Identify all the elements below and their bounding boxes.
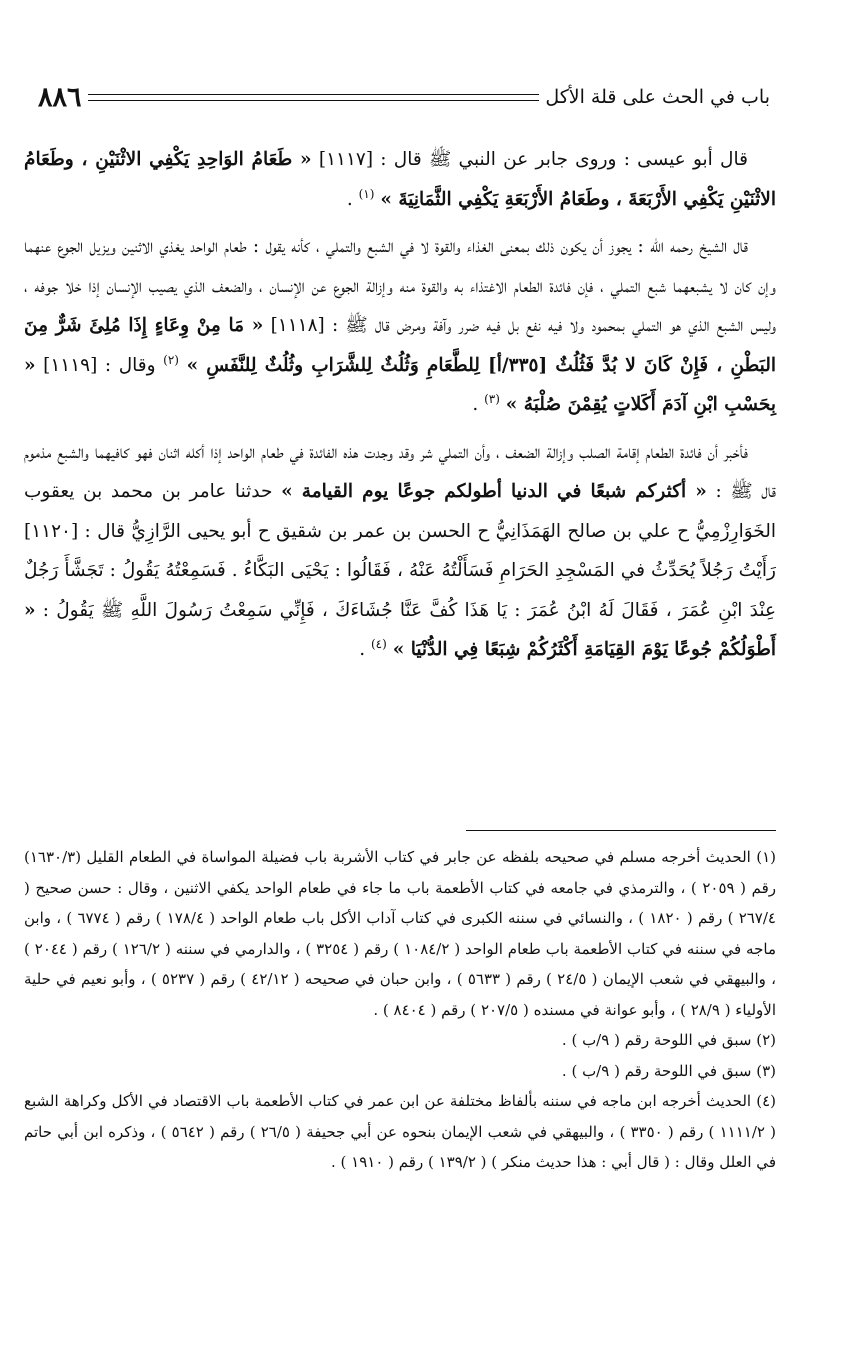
footnote-ref: (١) [358, 186, 375, 201]
footnote: (٣) سبق في اللوحة رقم ( ٩/ب ) . [561, 1061, 776, 1080]
text-run: حدثنا عامر بن محمد بن يعقوب الخَوَارِزْمِيُّ ح علي بن صالح الهَمَذَانِيُّ ح الحسن بن عمر بن شقيق ح أبو يحيى الرَّازِيُّ قال : [١١٢٠] رَأَيْتُ رَجُلاً يُحَدِّثُ في المَسْجِدِ الحَرَامِ فَسَأَلْتُهُ عَنْهُ ، فَقَالُوا : يَحْيَى البَكَّاءُ . فَسَمِعْتُهُ يَقُولُ : تَجَشَّأَ رَجُلٌ عِنْدَ ابْنِ عُمَرَ ، فَقَالَ لَهُ ابْنُ عُمَرَ : يَا هَذَا كُفَّ عَنَّا جُشَاءَكَ ، فَإِنِّي سَمِعْتُ رَسُولَ اللَّهِ ﷺ يَقُولُ : [24, 481, 776, 621]
footnote-ref: (٤) [370, 636, 387, 651]
text-run: قال أبو عيسى : وروى جابر عن النبي ﷺ قال : [١١١٧] [311, 149, 748, 170]
hadith-quote: « طَعَامُ الوَاحِدِ يَكْفِي الاثْنَيْنِ ، وطَعَامُ الاثْنَيْنِ يَكْفِي الأَرْبَعَةَ ، وطَعَامُ الأَرْبَعَةِ يَكْفِي الثَّمَانِيَةَ » [24, 149, 776, 210]
footnote: (١) الحديث أخرجه مسلم في صحيحه بلفظه عن جابر في كتاب الأشربة باب فضيلة المواساة في الطعام القليل (١٦٣٠/٣) رقم ( ٢٠٥٩ ) ، والترمذي في جامعه في كتاب الأطعمة باب ما جاء في طعام الواحد يكفي الاثنين ، وقال : حسن صحيح ( ٢٦٧/٤ ) رقم ( ١٨٢٠ ) ، والنسائي في سننه الكبرى في كتاب آداب الأكل باب طعام الواحد ( ١٧٨/٤ ) رقم ( ٦٧٧٤ ) ، وابن ماجه في سننه في كتاب الأطعمة باب طعام الواحد ( ١٠٨٤/٢ ) رقم ( ٣٢٥٤ ) ، والدارمي في سننه ( ١٢٦/٢ ) رقم ( ٢٠٤٤ ) ، والبيهقي في شعب الإيمان ( ٢٤/٥ ) رقم ( ٥٦٣٣ ) ، وابن حبان في صحيحه ( ٤٢/١٢ ) رقم ( ٥٢٣٧ ) ، وأبو نعيم في حلية الأولياء ( ٢٨/٩ ) ، وأبو عوانة في مسنده ( ٢٠٧/٥ ) رقم ( ٨٤٠٤ ) . [24, 848, 776, 1019]
hadith-quote: « مَا مِنْ وِعَاءٍ إِذَا مُلِئَ شَرٌّ مِنَ البَطْنِ ، فَإِنْ كَانَ لا بُدَّ فَثُلُثٌ [٣٣٥/أ] لِلطَّعَامِ وَثُلُثٌ لِلشَّرَابِ وثُلُثٌ لِلنَّفَسِ » [24, 315, 776, 376]
footnote-ref: (٣) [484, 391, 500, 406]
hadith-quote: « بِحَسْبِ ابْنِ آدَمَ أَكَلاتٍ يُقِمْنَ صُلْبَهُ » [24, 354, 776, 415]
hadith-quote: « أَطْوَلُكُمْ جُوعًا يَوْمَ القِيَامَةِ أَكْثَرُكُمْ شِبَعًا فِي الدُّنْيَا » [24, 599, 776, 660]
header-rule [88, 94, 540, 101]
text-run: . [346, 188, 359, 210]
paragraph [24, 433, 776, 670]
paragraph [24, 140, 776, 219]
footnote-ref: (٢) [163, 352, 179, 367]
footnotes [24, 842, 776, 1178]
chapter-title: باب في الحث على قلة الأكل [545, 86, 770, 108]
paragraph [24, 227, 776, 425]
main-text [24, 140, 776, 678]
page-number: ٨٨٦ [38, 81, 82, 113]
footnote: (٢) سبق في اللوحة رقم ( ٩/ب ) . [561, 1031, 776, 1049]
text-run: وقال : [١١١٩] [35, 354, 164, 376]
text-run: . [472, 394, 485, 415]
hadith-quote: « أكثركم شبعًا في الدنيا أطولكم جوعًا يوم القيامة » [281, 481, 707, 502]
page-header [28, 82, 776, 112]
footnote-separator [466, 830, 776, 831]
text-run: قال الشيخ رحمه الله : يجوز أن يكون ذلك بمعنى الغذاء والقوة لا في الشبع والتملي ، كأنه يقول : طعام الواحد يغذي الاثنين ويزيل الجوع عنهما وإن كان لا يشبعهما شبع التملي ، فإن فائدة الطعام الاغتذاء به والقوة منه وإزالة الجوع عن الإنسان ، والضعف الذي يصيب الإنسان إذا خلا جوفه ، وليس الشبع الذي هو التملي بمحمود ولا فيه نفع بل فيه ضرر وآفة ومرض قال ﷺ : [١١١٨] [24, 236, 777, 336]
text-run: فأخبر أن فائدة الطعام إقامة الصلب وإزالة الضعف ، وأن التملي شر وقد وجدت هذه الفائدة في طعام الواحد إذا أكله اثنان فهو كافيهما والشبع مذموم قال ﷺ : [24, 441, 776, 502]
text-run: . [359, 639, 371, 660]
footnote: (٤) الحديث أخرجه ابن ماجه في سننه بألفاظ مختلفة عن ابن عمر في كتاب الأطعمة باب الاقتصاد في الأكل وكراهة الشبع ( ١١١١/٢ ) رقم ( ٣٣٥٠ ) ، والبيهقي في شعب الإيمان بنحوه عن أبي جحيفة ( ٢٦/٥ ) رقم ( ٥٦٤٢ ) ، وذكره ابن أبي حاتم في العلل وقال : ( قال أبي : هذا حديث منكر ) ( ١٣٩/٢ ) رقم ( ١٩١٠ ) . [24, 1092, 776, 1171]
